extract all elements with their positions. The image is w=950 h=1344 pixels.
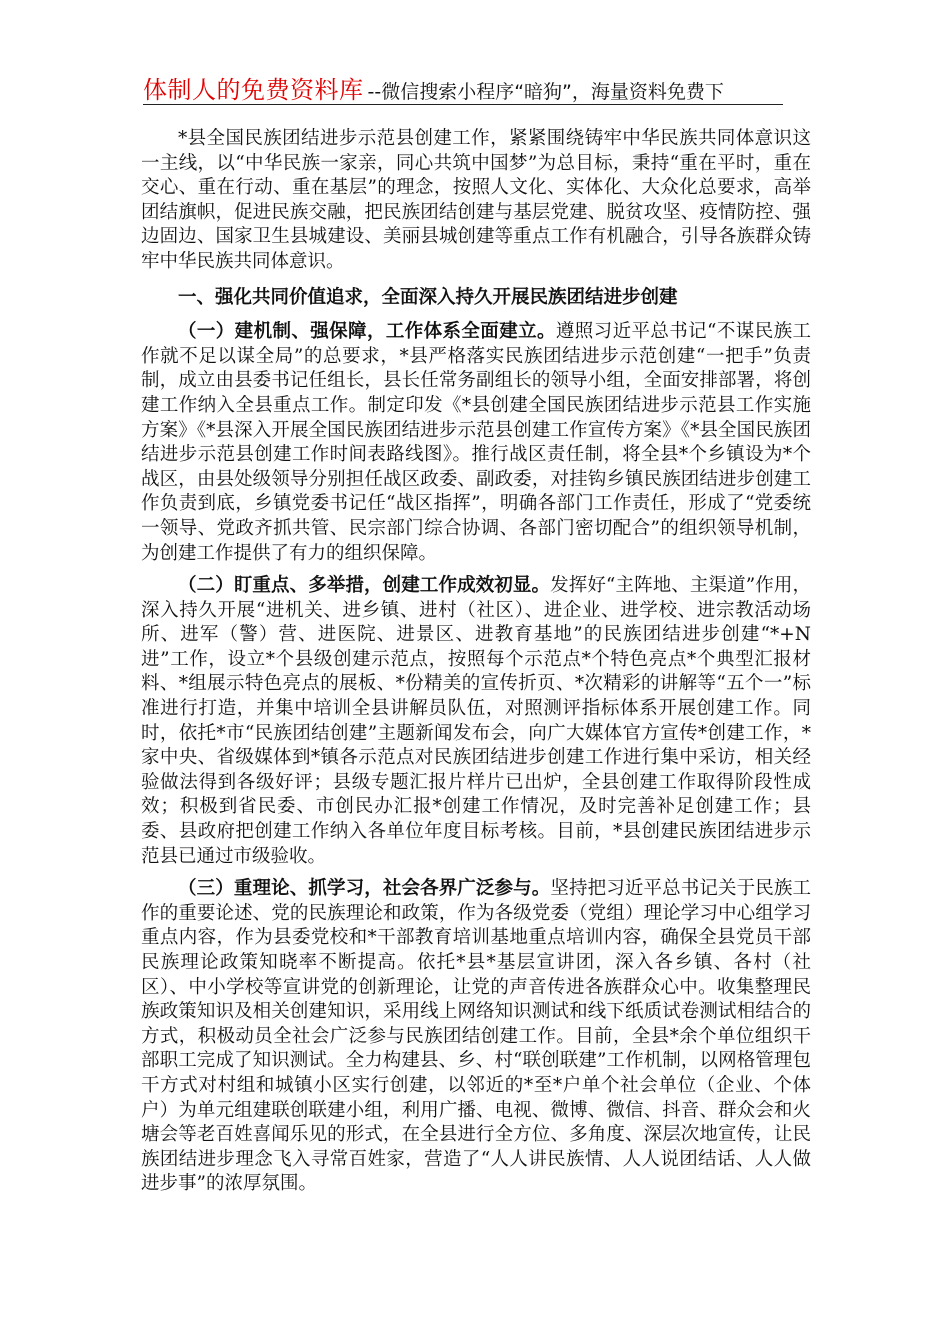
header-subtitle: --微信搜索小程序“暗狗”，海量资料免费下 bbox=[367, 81, 724, 103]
paragraph-3 bbox=[141, 877, 811, 1197]
paragraph-3-lead: （三）重理论、抓学习，社会各界广泛参与。 bbox=[178, 878, 551, 900]
intro-paragraph: *县全国民族团结进步示范县创建工作，紧紧围绕铸牢中华民族共同体意识这一主线，以“中华民族一家亲，同心共筑中国梦”为总目标，秉持“重在平时，重在交心、重在行动、重在基层”的理念，按照人文化、实体化、大众化总要求，高举团结旗帜，促进民族交融，把民族团结创建与基层党建、脱贫攻坚、疫情防控、强边固边、国家卫生县城建设、美丽县城创建等重点工作有机融合，引导各族群众铸牢中华民族共同体意识。 bbox=[141, 128, 811, 272]
paragraph-2-lead: （二）盯重点、多举措，创建工作成效初显。 bbox=[178, 575, 551, 597]
paragraph-2-text: 发挥好“主阵地、主渠道”作用，深入持久开展“进机关、进乡镇、进村（社区）、进企业、进学校、进宗教活动场所、进军（警）营、进医院、进景区、进教育基地”的民族团结进步创建“*+N进”工作，设立*个县级创建示范点，按照每个示范点*个特色亮点*个典型汇报材料、*组展示特色亮点的展板、*份精美的宣传折页、*次精彩的讲解等“五个一”标准进行打造，并集中培训全县讲解员队伍，对照测评指标体系开展创建工作。同时，依托*市“民族团结创建”主题新闻发布会，向广大媒体官方宣传*创建工作，*家中央、省级媒体到*镇各示范点对民族团结进步创建工作进行集中采访，相关经验做法得到各级好评；县级专题汇报片样片已出炉，全县创建工作取得阶段性成效；积极到省民委、市创民办汇报*创建工作情况，及时完善补足创建工作；县委、县政府把创建工作纳入各单位年度目标考核。目前，*县创建民族团结进步示范县已通过市级验收。 bbox=[141, 575, 811, 867]
paragraph-3-text: 坚持把习近平总书记关于民族工作的重要论述、党的民族理论和政策，作为各级党委（党组）理论学习中心组学习重点内容，作为县委党校和*干部教育培训基地重点培训内容，确保全县党员干部民族理论政策知晓率不断提高。依托*县*基层宣讲团，深入各乡镇、各村（社区）、中小学校等宣讲党的创新理论，让党的声音传进各族群众心中。收集整理民族政策知识及相关创建知识，采用线上网络知识测试和线下纸质试卷测试相结合的方式，积极动员全社会广泛参与民族团结创建工作。目前，全县*余个单位组织干部职工完成了知识测试。全力构建县、乡、村“联创联建”工作机制，以网格管理包干方式对村组和城镇小区实行创建，以邻近的*至*户单个社会单位（企业、个体户）为单元组建联创联建小组，利用广播、电视、微博、微信、抖音、群众会和火塘会等老百姓喜闻乐见的形式，在全县进行全方位、多角度、深层次地宣传，让民族团结进步理念飞入寻常百姓家，营造了“人人讲民族情、人人说团结话、人人做进步事”的浓厚氛围。 bbox=[141, 878, 811, 1195]
paragraph-1-lead: （一）建机制、强保障，工作体系全面建立。 bbox=[178, 321, 556, 343]
section-heading: 一、强化共同价值追求，全面深入持久开展民族团结进步创建 bbox=[178, 286, 678, 308]
page-header bbox=[143, 70, 783, 105]
paragraph-1-text: 遵照习近平总书记“不谋民族工作就不足以谋全局”的总要求，*县严格落实民族团结进步示范创建“一把手”负责制，成立由县委书记任组长，县长任常务副组长的领导小组，全面安排部署，将创建工作纳入全县重点工作。制定印发《*县创建全国民族团结进步示范县工作实施方案》《*县深入开展全国民族团结进步示范县创建工作宣传方案》《*县全国民族团结进步示范县创建工作时间表路线图》。推行战区责任制，将全县*个乡镇设为*个战区，由县处级领导分别担任战区政委、副政委，对挂钩乡镇民族团结进步创建工作负责到底，乡镇党委书记任“战区指挥”，明确各部门工作责任，形成了“党委统一领导、党政齐抓共管、民宗部门综合协调、各部门密切配合”的组织领导机制，为创建工作提供了有力的组织保障。 bbox=[141, 321, 811, 564]
paragraph-1 bbox=[141, 320, 811, 566]
header-red-title: 体制人的免费资料库 bbox=[143, 76, 364, 104]
paragraph-2 bbox=[141, 574, 811, 869]
document-body bbox=[141, 127, 811, 1197]
